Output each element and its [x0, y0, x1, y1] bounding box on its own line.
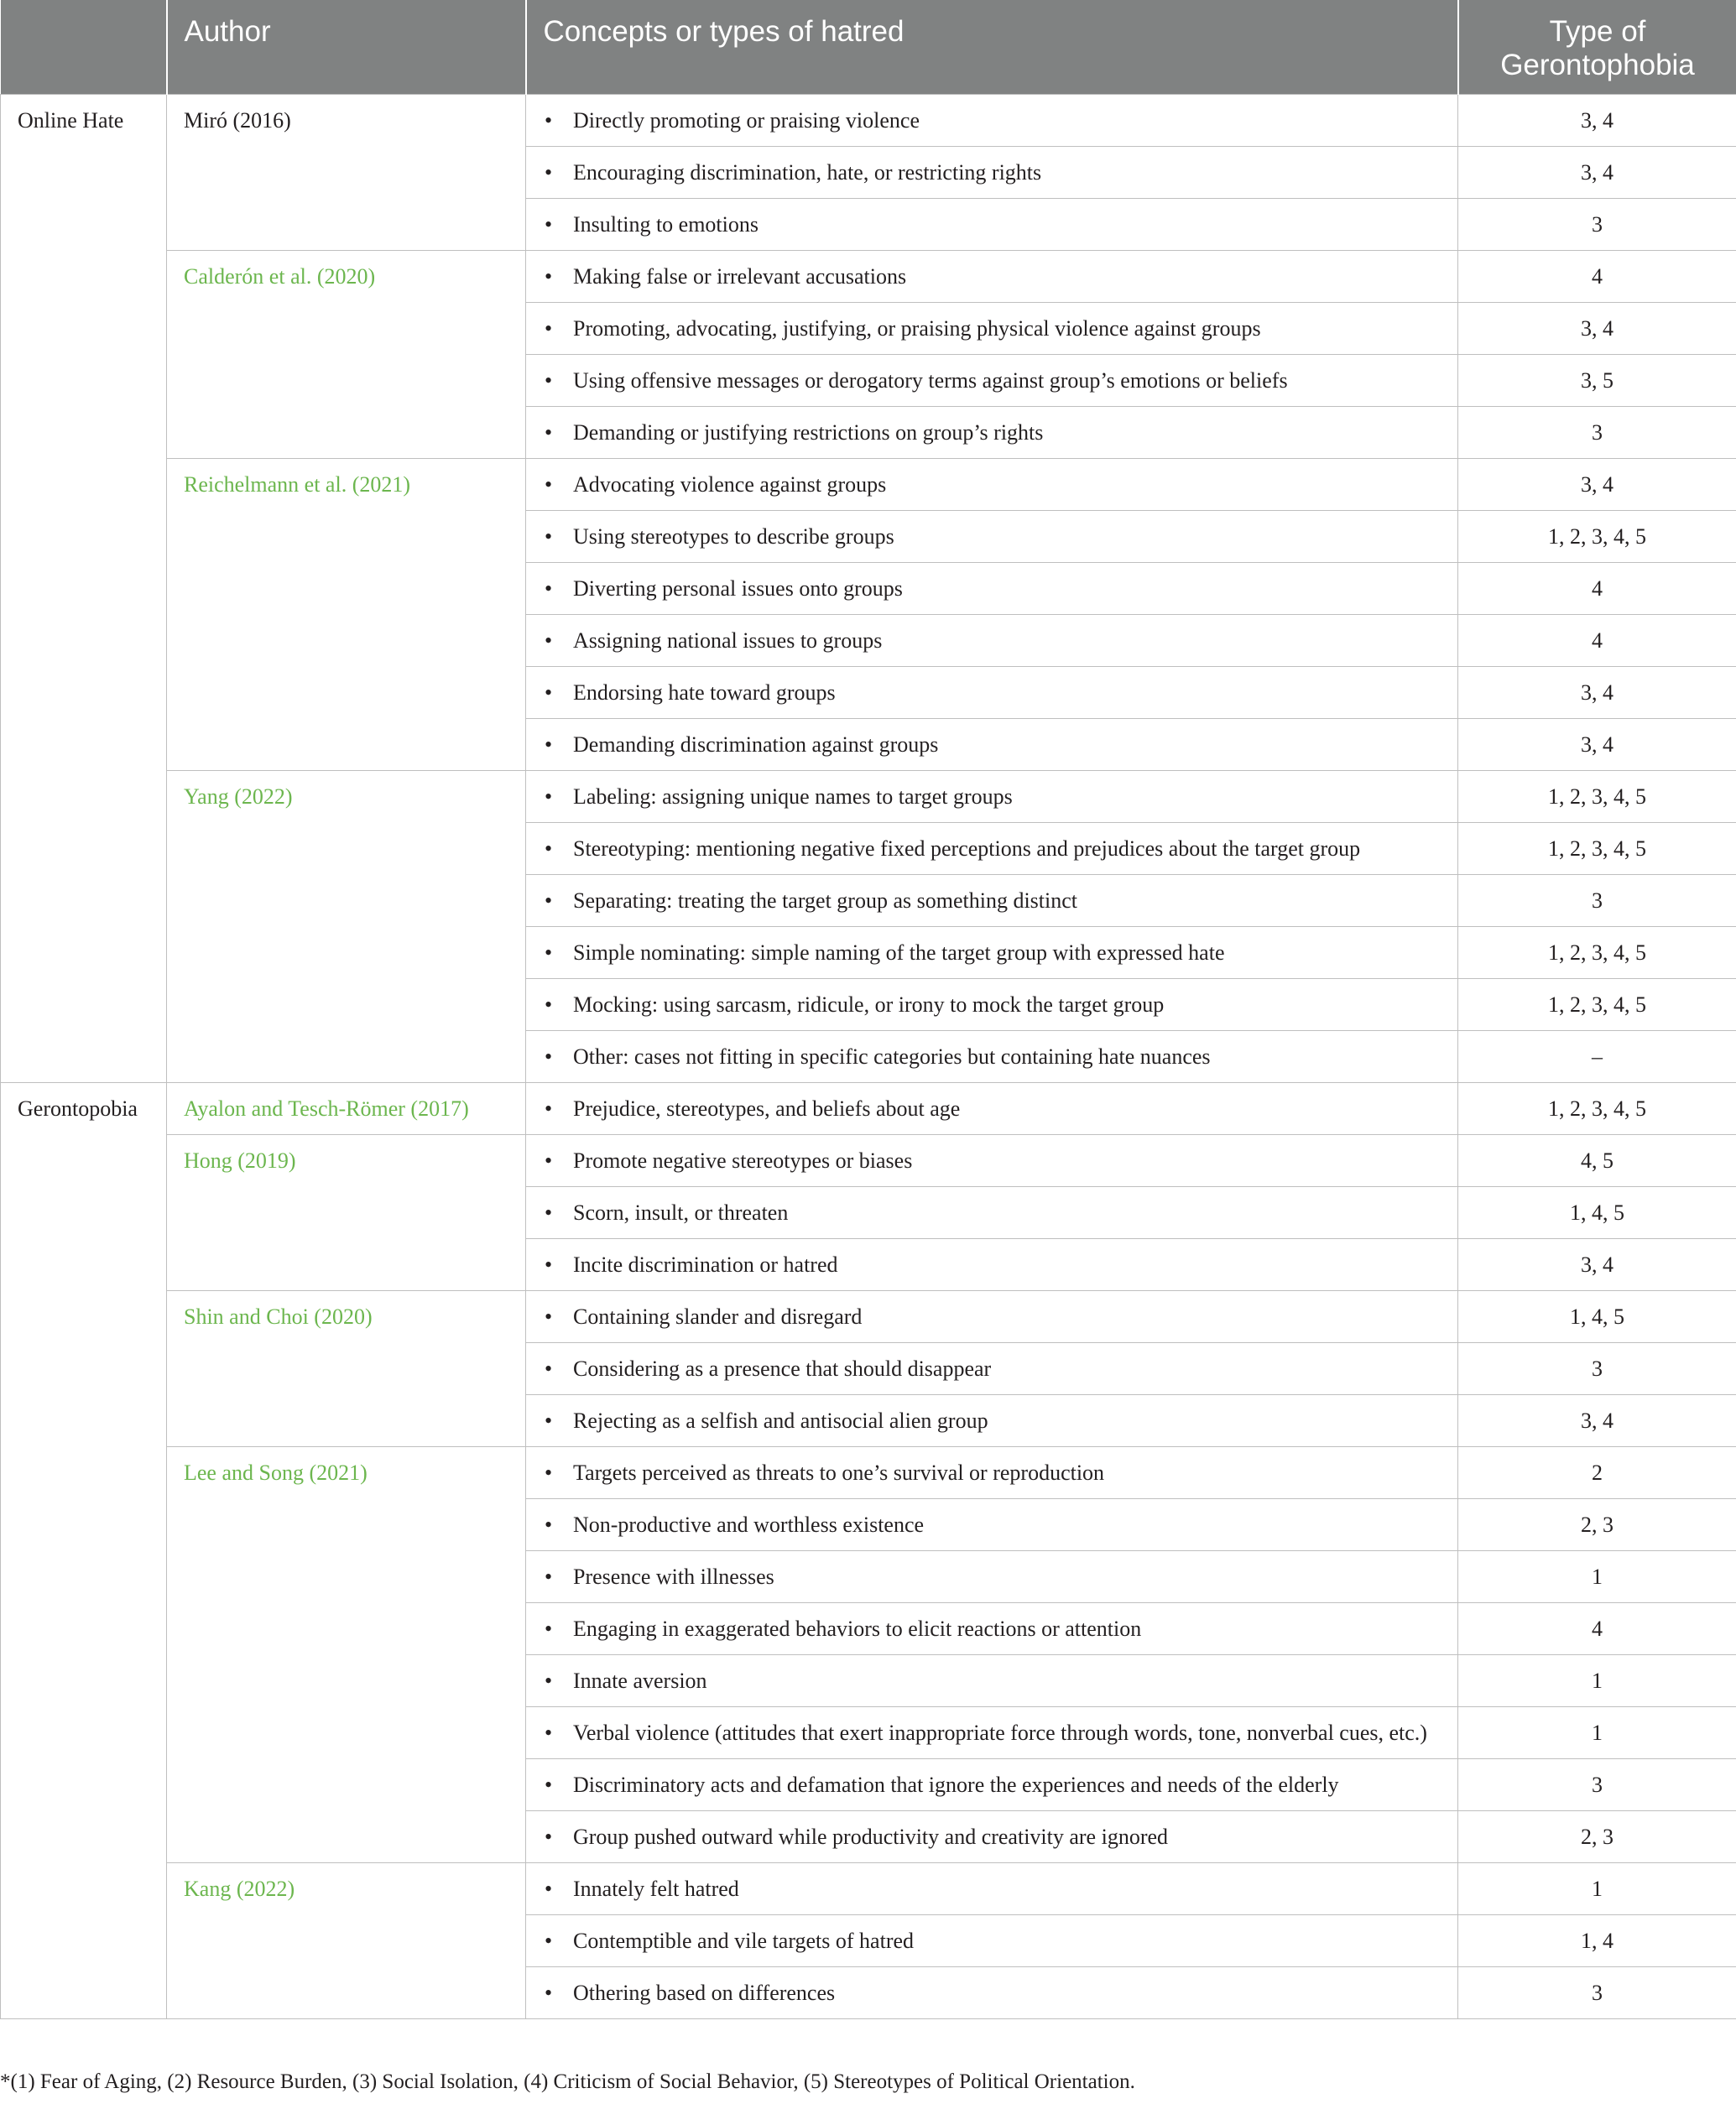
concept-text: Innately felt hatred [573, 1876, 739, 1901]
concept-text: Diverting personal issues onto groups [573, 575, 903, 601]
header-row [1, 0, 1736, 94]
type-cell: 3 [1458, 1758, 1736, 1810]
type-cell: 3, 4 [1458, 718, 1736, 770]
concept-text: Prejudice, stereotypes, and beliefs about age [573, 1096, 961, 1121]
bullet-icon: • [545, 1824, 553, 1849]
type-cell: 1, 2, 3, 4, 5 [1458, 978, 1736, 1030]
header-type-line1: Type of [1549, 15, 1646, 48]
bullet-icon: • [545, 1096, 553, 1121]
concept-text: Incite discrimination or hatred [573, 1252, 838, 1277]
type-cell: 4 [1458, 250, 1736, 302]
bullet-icon: • [545, 1512, 553, 1537]
concept-cell [526, 250, 1458, 302]
type-cell: 3, 4 [1458, 302, 1736, 354]
author-citation-link[interactable]: Kang (2022) [167, 1862, 526, 2018]
table-row [1, 1134, 1736, 1186]
concept-cell [526, 1238, 1458, 1290]
table-row [1, 1082, 1736, 1134]
concept-cell [526, 1706, 1458, 1758]
type-cell: 1, 4 [1458, 1914, 1736, 1966]
concept-cell [526, 718, 1458, 770]
concept-cell [526, 1550, 1458, 1602]
concept-cell [526, 978, 1458, 1030]
concept-text: Assigning national issues to groups [573, 627, 883, 653]
concept-text: Demanding or justifying restrictions on group’s rights [573, 419, 1044, 445]
concept-cell [526, 1914, 1458, 1966]
type-cell: 3, 4 [1458, 666, 1736, 718]
type-cell: 2, 3 [1458, 1498, 1736, 1550]
author-name: Miró (2016) [167, 94, 526, 250]
bullet-icon: • [545, 575, 553, 601]
concept-text: Insulting to emotions [573, 211, 759, 237]
concept-text: Containing slander and disregard [573, 1304, 863, 1329]
concept-text: Directly promoting or praising violence [573, 107, 920, 133]
bullet-icon: • [545, 1408, 553, 1433]
concept-cell [526, 614, 1458, 666]
section-label: Online Hate [1, 94, 167, 1082]
type-cell: 4, 5 [1458, 1134, 1736, 1186]
type-cell: 4 [1458, 614, 1736, 666]
bullet-icon: • [545, 1980, 553, 2005]
concept-text: Engaging in exaggerated behaviors to elicit reactions or attention [573, 1616, 1142, 1641]
type-cell: 1 [1458, 1654, 1736, 1706]
concept-cell [526, 146, 1458, 198]
bullet-icon: • [545, 107, 553, 133]
concept-text: Labeling: assigning unique names to target groups [573, 784, 1013, 809]
concept-cell [526, 302, 1458, 354]
author-citation-link[interactable]: Ayalon and Tesch-Römer (2017) [167, 1082, 526, 1134]
concept-cell [526, 1654, 1458, 1706]
bullet-icon: • [545, 419, 553, 445]
bullet-icon: • [545, 1720, 553, 1745]
type-cell: 1, 2, 3, 4, 5 [1458, 510, 1736, 562]
bullet-icon: • [545, 1876, 553, 1901]
concept-text: Separating: treating the target group as something distinct [573, 888, 1077, 913]
concept-text: Rejecting as a selfish and antisocial alien group [573, 1408, 988, 1433]
concept-text: Contemptible and vile targets of hatred [573, 1928, 915, 1953]
bullet-icon: • [545, 1044, 553, 1069]
table-row [1, 1862, 1736, 1914]
concept-text: Discriminatory acts and defamation that ignore the experiences and needs of the elderly [573, 1772, 1339, 1797]
bullet-icon: • [545, 836, 553, 861]
bullet-icon: • [545, 732, 553, 757]
concept-cell [526, 1030, 1458, 1082]
bullet-icon: • [545, 680, 553, 705]
concept-cell [526, 510, 1458, 562]
bullet-icon: • [545, 1252, 553, 1277]
footnote: *(1) Fear of Aging, (2) Resource Burden, (3) Social Isolation, (4) Criticism of Social Behavior, (5) Stereotypes of Political Orientation. [0, 2070, 1135, 2093]
table-row [1, 458, 1736, 510]
concept-text: Non-productive and worthless existence [573, 1512, 925, 1537]
bullet-icon: • [545, 888, 553, 913]
type-cell: 3, 4 [1458, 1238, 1736, 1290]
bullet-icon: • [545, 367, 553, 393]
type-cell: 4 [1458, 1602, 1736, 1654]
table-row [1, 250, 1736, 302]
concept-cell [526, 1290, 1458, 1342]
concept-text: Verbal violence (attitudes that exert inappropriate force through words, tone, nonverbal cues, etc.) [573, 1720, 1427, 1745]
bullet-icon: • [545, 1772, 553, 1797]
author-citation-link[interactable]: Hong (2019) [167, 1134, 526, 1290]
concept-cell [526, 822, 1458, 874]
bullet-icon: • [545, 1564, 553, 1589]
concept-text: Promote negative stereotypes or biases [573, 1148, 913, 1173]
type-cell: 3, 4 [1458, 94, 1736, 146]
author-citation-link[interactable]: Reichelmann et al. (2021) [167, 458, 526, 770]
concept-text: Presence with illnesses [573, 1564, 774, 1589]
type-cell: 1, 4, 5 [1458, 1186, 1736, 1238]
header-author: Author [167, 0, 526, 94]
concept-text: Other: cases not fitting in specific categories but containing hate nuances [573, 1044, 1211, 1069]
concept-cell [526, 666, 1458, 718]
concept-cell [526, 1810, 1458, 1862]
author-citation-link[interactable]: Shin and Choi (2020) [167, 1290, 526, 1446]
concept-cell [526, 354, 1458, 406]
author-citation-link[interactable]: Calderón et al. (2020) [167, 250, 526, 458]
type-cell: 2 [1458, 1446, 1736, 1498]
header-type-line2: Gerontophobia [1500, 49, 1695, 81]
concept-text: Endorsing hate toward groups [573, 680, 836, 705]
table-body [1, 94, 1736, 2018]
concept-text: Othering based on differences [573, 1980, 836, 2005]
concept-text: Advocating violence against groups [573, 471, 887, 497]
type-cell: 3 [1458, 1966, 1736, 2018]
bullet-icon: • [545, 1928, 553, 1953]
type-cell: 1 [1458, 1706, 1736, 1758]
bullet-icon: • [545, 1460, 553, 1485]
bullet-icon: • [545, 627, 553, 653]
table-row [1, 770, 1736, 822]
bullet-icon: • [545, 1356, 553, 1381]
concept-cell [526, 770, 1458, 822]
bullet-icon: • [545, 1304, 553, 1329]
type-cell: 1, 2, 3, 4, 5 [1458, 1082, 1736, 1134]
type-cell: 4 [1458, 562, 1736, 614]
concept-cell [526, 1186, 1458, 1238]
concept-text: Scorn, insult, or threaten [573, 1200, 789, 1225]
concept-text: Group pushed outward while productivity and creativity are ignored [573, 1824, 1169, 1849]
header-type [1458, 0, 1736, 94]
concept-cell [526, 1394, 1458, 1446]
section-label: Gerontopobia [1, 1082, 167, 2018]
type-cell: 1, 2, 3, 4, 5 [1458, 770, 1736, 822]
concept-text: Demanding discrimination against groups [573, 732, 939, 757]
concept-text: Stereotyping: mentioning negative fixed perceptions and prejudices about the target group [573, 836, 1361, 861]
concept-cell [526, 1498, 1458, 1550]
type-cell: 1 [1458, 1550, 1736, 1602]
concept-text: Targets perceived as threats to one’s survival or reproduction [573, 1460, 1105, 1485]
concept-cell [526, 94, 1458, 146]
bullet-icon: • [545, 471, 553, 497]
concept-cell [526, 1862, 1458, 1914]
concept-cell [526, 926, 1458, 978]
type-cell: 1, 4, 5 [1458, 1290, 1736, 1342]
bullet-icon: • [545, 263, 553, 289]
author-citation-link[interactable]: Yang (2022) [167, 770, 526, 1082]
type-cell: 3 [1458, 1342, 1736, 1394]
concept-cell [526, 1134, 1458, 1186]
author-citation-link[interactable]: Lee and Song (2021) [167, 1446, 526, 1862]
type-cell: 3 [1458, 874, 1736, 926]
concept-text: Innate aversion [573, 1668, 707, 1693]
concept-text: Making false or irrelevant accusations [573, 263, 907, 289]
bullet-icon: • [545, 523, 553, 549]
table-row [1, 1290, 1736, 1342]
bullet-icon: • [545, 1200, 553, 1225]
concept-text: Promoting, advocating, justifying, or praising physical violence against groups [573, 315, 1261, 341]
type-cell: 3 [1458, 406, 1736, 458]
concept-text: Encouraging discrimination, hate, or restricting rights [573, 159, 1042, 185]
bullet-icon: • [545, 315, 553, 341]
type-cell: 3, 5 [1458, 354, 1736, 406]
table-row [1, 1446, 1736, 1498]
type-cell: 1 [1458, 1862, 1736, 1914]
concept-cell [526, 458, 1458, 510]
concept-text: Simple nominating: simple naming of the target group with expressed hate [573, 940, 1225, 965]
type-cell: 3 [1458, 198, 1736, 250]
concept-cell [526, 198, 1458, 250]
bullet-icon: • [545, 1668, 553, 1693]
header-concepts: Concepts or types of hatred [526, 0, 1458, 94]
header-section [1, 0, 167, 94]
bullet-icon: • [545, 784, 553, 809]
concept-text: Using stereotypes to describe groups [573, 523, 894, 549]
bullet-icon: • [545, 1148, 553, 1173]
type-cell: 1, 2, 3, 4, 5 [1458, 926, 1736, 978]
concept-text: Mocking: using sarcasm, ridicule, or irony to mock the target group [573, 992, 1165, 1017]
type-cell: 1, 2, 3, 4, 5 [1458, 822, 1736, 874]
table-row [1, 94, 1736, 146]
concept-cell [526, 562, 1458, 614]
concept-cell [526, 1446, 1458, 1498]
concept-text: Using offensive messages or derogatory terms against group’s emotions or beliefs [573, 367, 1288, 393]
type-cell: 2, 3 [1458, 1810, 1736, 1862]
type-cell: – [1458, 1030, 1736, 1082]
bullet-icon: • [545, 211, 553, 237]
type-cell: 3, 4 [1458, 1394, 1736, 1446]
concept-cell [526, 874, 1458, 926]
concept-cell [526, 1082, 1458, 1134]
concept-cell [526, 1966, 1458, 2018]
concept-cell [526, 1758, 1458, 1810]
bullet-icon: • [545, 992, 553, 1017]
concept-text: Considering as a presence that should disappear [573, 1356, 992, 1381]
bullet-icon: • [545, 1616, 553, 1641]
type-cell: 3, 4 [1458, 458, 1736, 510]
concept-cell [526, 1602, 1458, 1654]
type-cell: 3, 4 [1458, 146, 1736, 198]
concept-cell [526, 406, 1458, 458]
concept-cell [526, 1342, 1458, 1394]
bullet-icon: • [545, 940, 553, 965]
bullet-icon: • [545, 159, 553, 185]
